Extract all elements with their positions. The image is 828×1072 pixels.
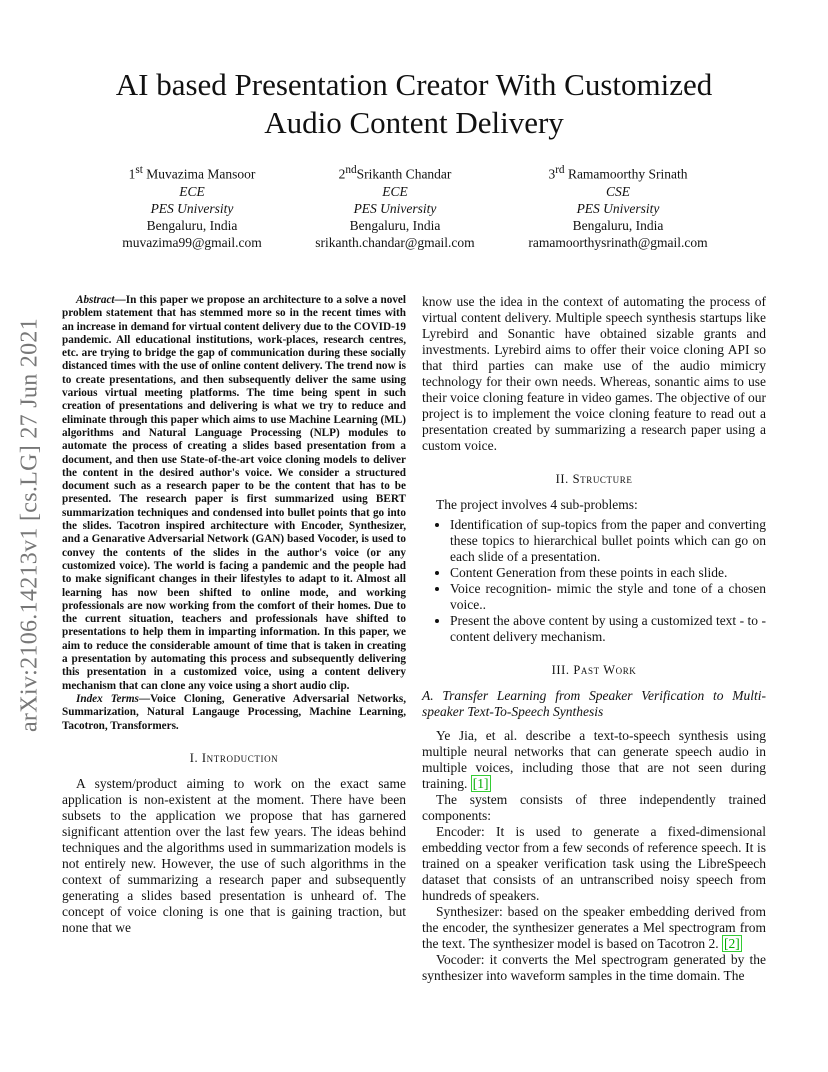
abstract-text: —In this paper we propose an architecture to a solve a novel problem statement that has stemmed more so in the recent times with an increase in demand for virtual content delivery due to the COVID-19 pandemic. All educational institutions, work-places, research centres, etc. are trying to bridge the gap of communication during these socially distanced times with the use of online content delivery. The trend now is to create presentations, and then subsequently deliver the same using various virtual meeting platforms. The time being spent in such creation of presentations and delivering is what we try to reduce and eliminate through this paper which aims to use Machine Learning (ML) algorithms and Natural Language Processing (NLP) modules to automate the process of creating a slides based presentation from a document, and then use State-of-the-art voice cloning models to deliver the content in the desired author's voice. We consider a structured document such as a research paper to be the content that has to be presented. The research paper is first summarized using BERT summarization techniques and condensed into bullet points that go into the slides. Tacotron inspired architecture with Encoder, Synthesizer, and a Genarative Adversarial Network (GAN) based Vocoder, is used to convey the contents of the slides in the author's voice (or any customized voice). The world is facing a pandemic and the people had to make significant changes in their lifestyles to adapt to it. Almost all learning has now been shifted to online mode, and working professionals are now working from the comfort of their homes. Due to the current situation, teachers and professionals have shifted to presentations to help them in imparting information. In this paper, we aim to reduce the considerable amount of time that is taken in creating a presentation by automating this process and subsequently delivering this presentation in a customized voice, using a content delivery mechanism that can clone any voice using a short audio clip. — [62, 294, 406, 692]
index-terms — [62, 693, 406, 733]
citation-link[interactable]: [1] — [472, 776, 489, 791]
right-column — [422, 294, 766, 984]
section-number: II. — [555, 472, 573, 486]
author-ordinal: 2 — [338, 166, 346, 182]
section-number: I. — [189, 750, 202, 765]
author-name: Muvazima Mansoor — [146, 166, 256, 182]
list-item: • Content Generation from these points in each slide. — [450, 565, 766, 581]
author-department: ECE — [382, 183, 408, 199]
section-heading-past-work — [422, 663, 766, 678]
section-title: Introduction — [201, 750, 279, 765]
title-line-1: AI based Presentation Creator With Customized — [115, 67, 713, 102]
intro-paragraph: A system/product aiming to work on the exact same application is non-existent at the moment. There have been subsets to the application we propose that has garnered significant attention over the last few years. The ideas behind techniques and the algorithms used in summarization models is not entirely new. However, the use of such algorithms in the context of summarizing a research paper and subsequently generating a slides based presentation is unheard of. The concept of voice cloning is one that is gaining traction, but none that we — [62, 775, 406, 935]
left-column — [62, 294, 406, 936]
author-ordinal-suffix: st — [135, 164, 143, 176]
author-ordinal: 3 — [548, 166, 556, 182]
author-city: Bengaluru, India — [572, 217, 664, 233]
section-heading-introduction — [62, 751, 406, 766]
author-university: PES University — [353, 200, 437, 216]
list-item: • Voice recognition- mimic the style and tone of a chosen voice.. — [450, 581, 766, 613]
arxiv-identifier-stamp — [8, 292, 52, 758]
author-block-1 — [77, 162, 307, 251]
author-ordinal-suffix: rd — [555, 164, 565, 176]
author-university: PES University — [150, 200, 234, 216]
author-city: Bengaluru, India — [349, 217, 441, 233]
author-email: ramamoorthysrinath@gmail.com — [528, 234, 708, 250]
section-number: III. — [551, 663, 574, 677]
pastwork-paragraph: Vocoder: it converts the Mel spectrogram generated by the synthesizer into waveform samples in the time domain. The — [422, 952, 766, 983]
structure-intro: The project involves 4 sub-problems: — [436, 497, 638, 512]
author-department: ECE — [179, 183, 205, 199]
pastwork-text: Ye Jia, et al. describe a text-to-speech synthesis using multiple neural networks that can generate speech audio in multiple voices, including those that are not seen during training. — [422, 728, 766, 791]
author-name-line — [280, 162, 510, 183]
list-item: • Present the above content by using a customized text - to - content delivery mechanism. — [450, 613, 766, 645]
pastwork-text: Synthesizer: based on the speaker embedding derived from the encoder, the synthesizer generates a Mel spectrogram from the text. The synthesizer model is based on Tacotron 2. — [422, 904, 766, 951]
intro-paragraph-continued: know use the idea in the context of automating the process of virtual content delivery. Multiple speech synthesis startups like Lyrebird and Sonantic have obtained sizable grants and investments. Lyrebird aims to offer their voice cloning API so that third parties can make use of the audio mimicry technology for their own needs. Whereas, sonantic aims to use their voice cloning feature in video games. The objective of our project is to implement the voice cloning feature to read out a presentation created by summarizing a research paper using a custom voice. — [422, 294, 766, 453]
author-name: Srikanth Chandar — [356, 166, 452, 182]
citation-link[interactable]: [2] — [724, 936, 740, 951]
author-ordinal: 1 — [128, 166, 136, 182]
arxiv-identifier-text: arXiv:2106.14213v1 [cs.LG] 27 Jun 2021 — [16, 317, 43, 733]
structure-list — [422, 517, 766, 645]
subsection-heading: A. Transfer Learning from Speaker Verification to Multi-speaker Text-To-Speech Synthesis — [422, 688, 766, 719]
pastwork-paragraph: The system consists of three independently trained components: — [422, 792, 766, 823]
pastwork-paragraph — [422, 728, 766, 792]
author-name: Ramamoorthy Srinath — [567, 166, 688, 182]
author-city: Bengaluru, India — [146, 217, 238, 233]
author-email: muvazima99@gmail.com — [122, 234, 262, 250]
pastwork-paragraph — [422, 904, 766, 952]
author-department: CSE — [605, 183, 630, 199]
index-terms-label: Index Terms — [76, 692, 139, 705]
pastwork-paragraph: Encoder: It is used to generate a fixed-dimensional embedding vector from a few seconds of reference speech. It is trained on a speaker verification task using the LibreSpeech dataset that consists of an untranscribed noisy speech from hundreds of speakers. — [422, 824, 766, 903]
author-email: srikanth.chandar@gmail.com — [315, 234, 475, 250]
author-ordinal-suffix: nd — [345, 164, 357, 176]
author-university: PES University — [576, 200, 660, 216]
title-line-2: Audio Content Delivery — [264, 105, 564, 140]
author-name-line — [503, 162, 733, 183]
section-title: Structure — [572, 472, 633, 486]
author-block-2 — [280, 162, 510, 251]
author-name-line — [77, 162, 307, 183]
abstract-label: Abstract — [76, 294, 115, 306]
list-item: • Identification of sup-topics from the paper and converting these topics to hierarchical bullet points which can go on each slide of a presentation. — [450, 517, 766, 565]
section-heading-structure — [422, 472, 766, 487]
index-terms-text: —Voice Cloning, Generative Adversarial Networks, Summarization, Natural Langauge Processing, Machine Learning, Tacotron, Transformers. — [62, 692, 406, 732]
paper-title — [60, 66, 768, 142]
section-title: Past Work — [573, 663, 637, 677]
author-block-3 — [503, 162, 733, 251]
abstract — [62, 294, 406, 693]
